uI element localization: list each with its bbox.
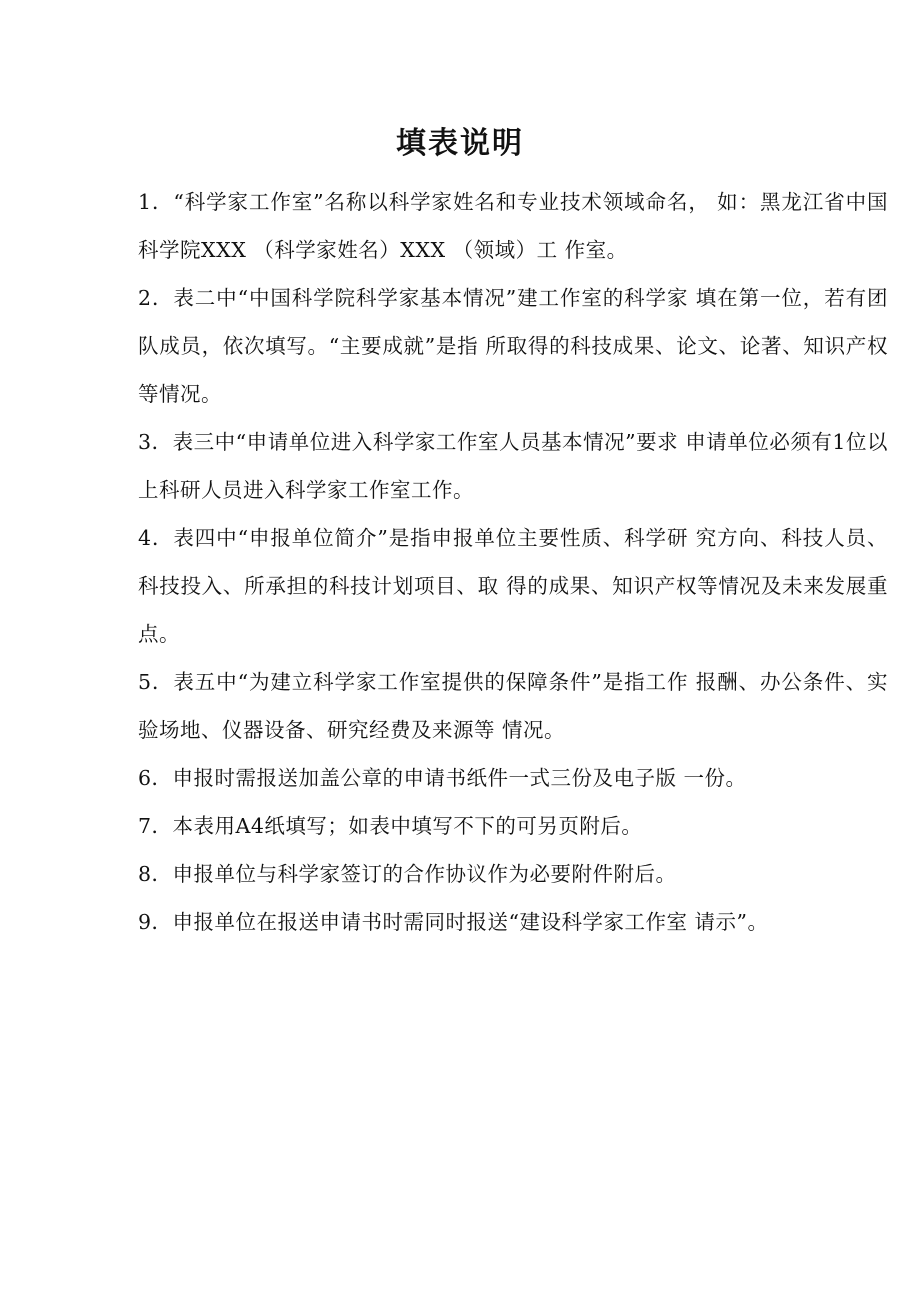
item-number: 3．	[138, 430, 173, 454]
instruction-item	[138, 850, 888, 898]
instruction-item	[138, 754, 888, 802]
item-number: 8．	[138, 862, 173, 886]
item-text: 表三中“申请单位进入科学家工作室人员基本情况”要求 申请单位必须有1位以上科研人员进入科学家工作室工作。	[138, 430, 888, 502]
item-text: 申报时需报送加盖公章的申请书纸件一式三份及电子版 一份。	[172, 766, 747, 790]
page-title: 填表说明	[396, 126, 524, 161]
instruction-item	[138, 514, 888, 658]
item-text: 表二中“中国科学院科学家基本情况”建工作室的科学家 填在第一位，若有团队成员，依次填写。“主要成就”是指 所取得的科技成果、论文、论著、知识产权等情况。	[138, 286, 888, 406]
item-number: 5．	[138, 670, 174, 694]
instruction-item	[138, 418, 888, 514]
item-text: 本表用A4纸填写；如表中填写不下的可另页附后。	[172, 814, 643, 838]
item-number: 7．	[138, 814, 173, 838]
item-number: 1．	[138, 190, 174, 214]
item-text: “科学家工作室”名称以科学家姓名和专业技术领域命名， 如：黑龙江省中国科学院XXX （科学家姓名）XXX （领域）工 作室。	[138, 190, 888, 262]
item-text: 申报单位在报送申请书时需同时报送“建设科学家工作室 请示”。	[172, 910, 769, 934]
item-number: 6．	[138, 766, 173, 790]
item-text: 表五中“为建立科学家工作室提供的保障条件”是指工作 报酬、办公条件、实验场地、仪器设备、研究经费及来源等 情况。	[138, 670, 888, 742]
instruction-item	[138, 802, 888, 850]
item-text: 表四中“申报单位简介”是指申报单位主要性质、科学研 究方向、科技人员、科技投入、所承担的科技计划项目、取 得的成果、知识产权等情况及未来发展重点。	[138, 526, 888, 646]
instruction-item	[138, 178, 888, 274]
item-number: 4．	[138, 526, 174, 550]
item-text: 申报单位与科学家签订的合作协议作为必要附件附后。	[172, 862, 677, 886]
item-number: 2．	[138, 286, 174, 310]
item-number: 9．	[138, 910, 173, 934]
instruction-item	[138, 274, 888, 418]
instruction-item	[138, 658, 888, 754]
instruction-list	[138, 178, 888, 946]
instruction-item	[138, 898, 888, 946]
